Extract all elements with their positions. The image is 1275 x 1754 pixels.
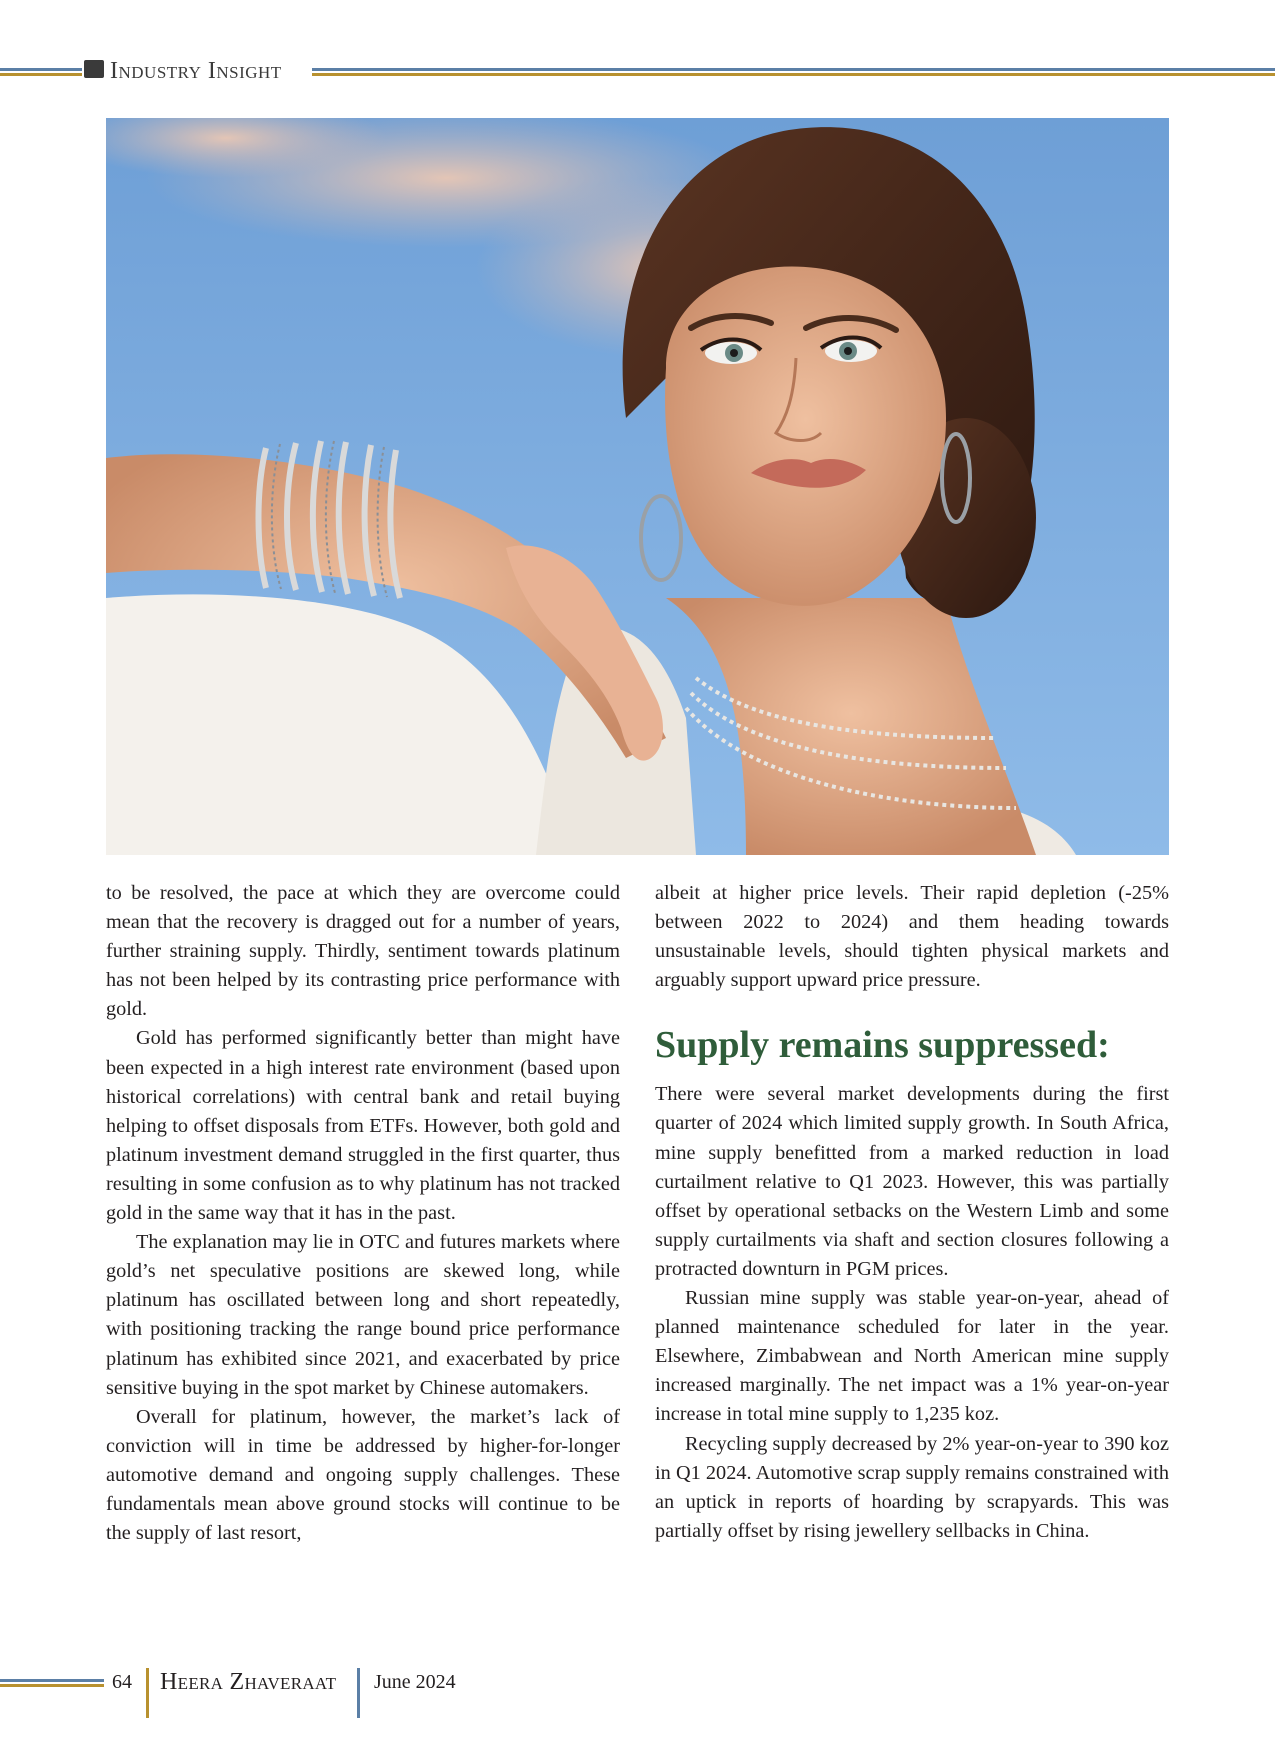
article-paragraph: Overall for platinum, however, the market’s lack of conviction will in time be addressed by higher-for-longer automotive demand and ongoing supply challenges. These fundamentals mean above ground stocks will continue to be the supply of last resort, xyxy=(106,1405,620,1545)
issue-date: June 2024 xyxy=(374,1671,456,1693)
section-title: Industry Insight xyxy=(110,58,282,84)
publication-name: Heera Zhaveraat xyxy=(160,1669,337,1695)
header-rule-right xyxy=(312,68,1275,76)
footer-rule xyxy=(0,1679,104,1687)
footer-divider xyxy=(357,1668,360,1718)
feature-photo xyxy=(106,118,1169,855)
article-paragraph: to be resolved, the pace at which they are overcome could mean that the recovery is dragged out for a number of years, further straining supply. Thirdly, sentiment towards platinum has not been helped by its contrasting price performance with gold. xyxy=(106,882,620,1021)
article-right-column xyxy=(655,879,1169,1546)
feature-photo-illustration xyxy=(106,118,1169,855)
magazine-logo-icon xyxy=(84,60,104,78)
page-number: 64 xyxy=(112,1671,132,1693)
article-left-column xyxy=(106,879,620,1548)
article-paragraph: Gold has performed significantly better than might have been expected in a high interest rate environment (based upon historical correlations) with central bank and retail buying helping to offset disposals from ETFs. However, both gold and platinum investment demand struggled in the first quarter, thus resulting in some confusion as to why platinum has not tracked gold in the same way that it has in the past. xyxy=(106,1027,620,1225)
section-subheading: Supply remains suppressed: xyxy=(655,1024,1110,1067)
article-paragraph: There were several market developments during the first quarter of 2024 which limited supply growth. In South Africa, mine supply benefitted from a marked reduction in load curtailment relative to Q1 2023. However, this was partially offset by operational setbacks on the Western Limb and some supply curtailments via shaft and section closures following a protracted downturn in PGM prices. xyxy=(655,1083,1169,1280)
header-rule-left xyxy=(0,68,82,76)
article-paragraph: The explanation may lie in OTC and futures markets where gold’s net speculative positions are skewed long, while platinum has oscillated between long and short repeatedly, with positioning tracking the range bound price performance platinum has exhibited since 2021, and exacerbated by price sensitive buying in the spot market by Chinese automakers. xyxy=(106,1231,620,1399)
footer-divider xyxy=(146,1668,149,1718)
article-paragraph: Russian mine supply was stable year-on-year, ahead of planned maintenance scheduled for later in the year. Elsewhere, Zimbabwean and North American mine supply increased marginally. The net impact was a 1% year-on-year increase in total mine supply to 1,235 koz. xyxy=(655,1287,1169,1426)
article-paragraph: Recycling supply decreased by 2% year-on-year to 390 koz in Q1 2024. Automotive scrap supply remains constrained with an uptick in reports of hoarding by scrapyards. This was partially offset by rising jewellery sellbacks in China. xyxy=(655,1432,1169,1542)
article-paragraph: albeit at higher price levels. Their rapid depletion (-25% between 2022 to 2024) and them heading towards unsustainable levels, should tighten physical markets and arguably support upward price pressure. xyxy=(655,882,1169,992)
